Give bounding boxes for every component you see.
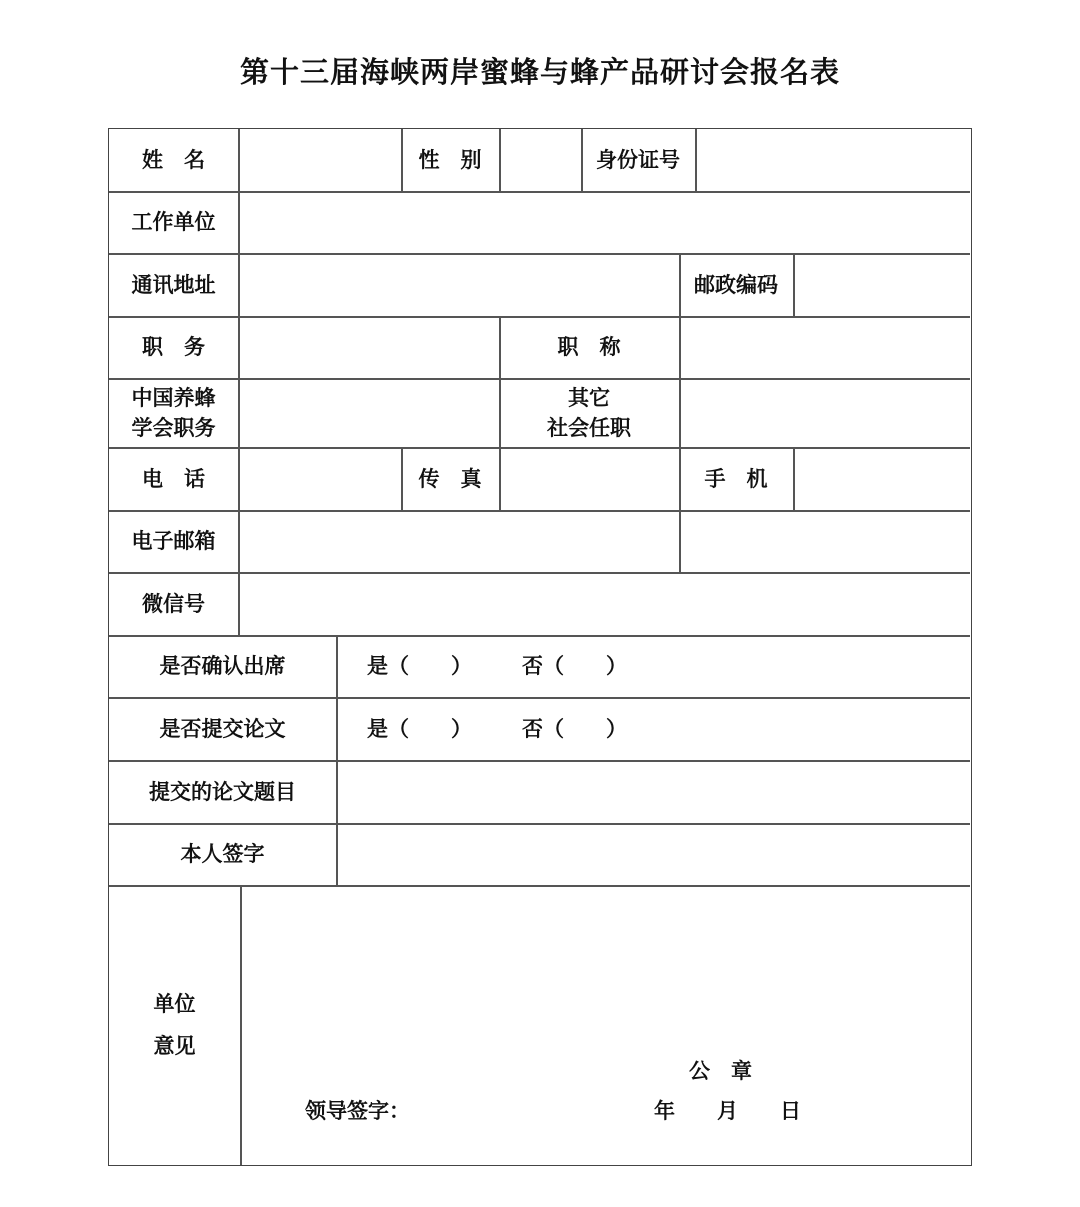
- paper-title-field[interactable]: [338, 762, 967, 821]
- gender-field[interactable]: [501, 131, 579, 189]
- title-rank-label: 职 称: [557, 334, 621, 359]
- address-field[interactable]: [240, 255, 677, 314]
- leader-signature-label: 领导签字：: [305, 1098, 410, 1123]
- signature-field[interactable]: [338, 825, 967, 883]
- wechat-field[interactable]: [240, 574, 967, 633]
- other-role-label: [499, 378, 679, 447]
- email-field[interactable]: [240, 512, 967, 570]
- other-role-label-line1: 其它: [568, 384, 610, 410]
- name-field[interactable]: [240, 131, 400, 189]
- unit-opinion-label: [109, 885, 240, 1165]
- work-unit-label: 工作单位: [131, 209, 216, 234]
- official-seal-text: 公 章: [689, 1058, 752, 1083]
- unit-opinion-label-line1: 单位: [153, 991, 196, 1016]
- registration-form: [108, 128, 972, 1166]
- id-number-label: 身份证号: [596, 147, 680, 172]
- title-rank-field[interactable]: [681, 318, 967, 376]
- phone-field[interactable]: [240, 449, 400, 508]
- mobile-field[interactable]: [795, 449, 967, 508]
- name-label: 姓 名: [142, 147, 205, 172]
- unit-opinion-label-line2: 意见: [153, 1033, 196, 1058]
- postcode-label: 邮政编码: [694, 271, 778, 297]
- other-role-label-line2: 社会任职: [547, 414, 631, 440]
- work-unit-field[interactable]: [240, 193, 967, 251]
- wechat-label: 微信号: [142, 590, 205, 616]
- submit-paper-label: 是否提交论文: [159, 715, 286, 741]
- paper-title-label: 提交的论文题目: [149, 778, 296, 804]
- signature-label: 本人签字: [180, 841, 265, 866]
- association-role-field[interactable]: [240, 380, 497, 445]
- attendance-no-option[interactable]: 否（ ）: [522, 653, 627, 678]
- position-label: 职 务: [142, 334, 205, 359]
- form-title: 第十三届海峡两岸蜜蜂与蜂产品研讨会报名表: [239, 55, 840, 89]
- submit-paper-yes-option[interactable]: 是（ ）: [367, 716, 472, 741]
- fax-field[interactable]: [501, 449, 677, 508]
- association-role-label-line2: 学会职务: [131, 414, 216, 440]
- confirm-attendance-label: 是否确认出席: [159, 653, 286, 678]
- other-role-field[interactable]: [681, 380, 967, 445]
- date-text: 年 月 日: [654, 1098, 801, 1123]
- association-role-label-line1: 中国养蜂: [131, 384, 216, 410]
- phone-label: 电 话: [142, 465, 205, 491]
- mobile-label: 手 机: [704, 465, 768, 491]
- id-number-field[interactable]: [697, 131, 967, 189]
- submit-paper-no-option[interactable]: 否（ ）: [522, 716, 627, 741]
- email-label: 电子邮箱: [131, 528, 216, 553]
- attendance-yes-option[interactable]: 是（ ）: [367, 653, 472, 678]
- gender-label: 性 别: [418, 147, 482, 172]
- postcode-field[interactable]: [795, 255, 967, 314]
- fax-label: 传 真: [418, 465, 482, 491]
- association-role-label: [109, 378, 238, 447]
- position-field[interactable]: [240, 318, 497, 376]
- unit-opinion-field[interactable]: [242, 887, 967, 1057]
- address-label: 通讯地址: [131, 271, 216, 297]
